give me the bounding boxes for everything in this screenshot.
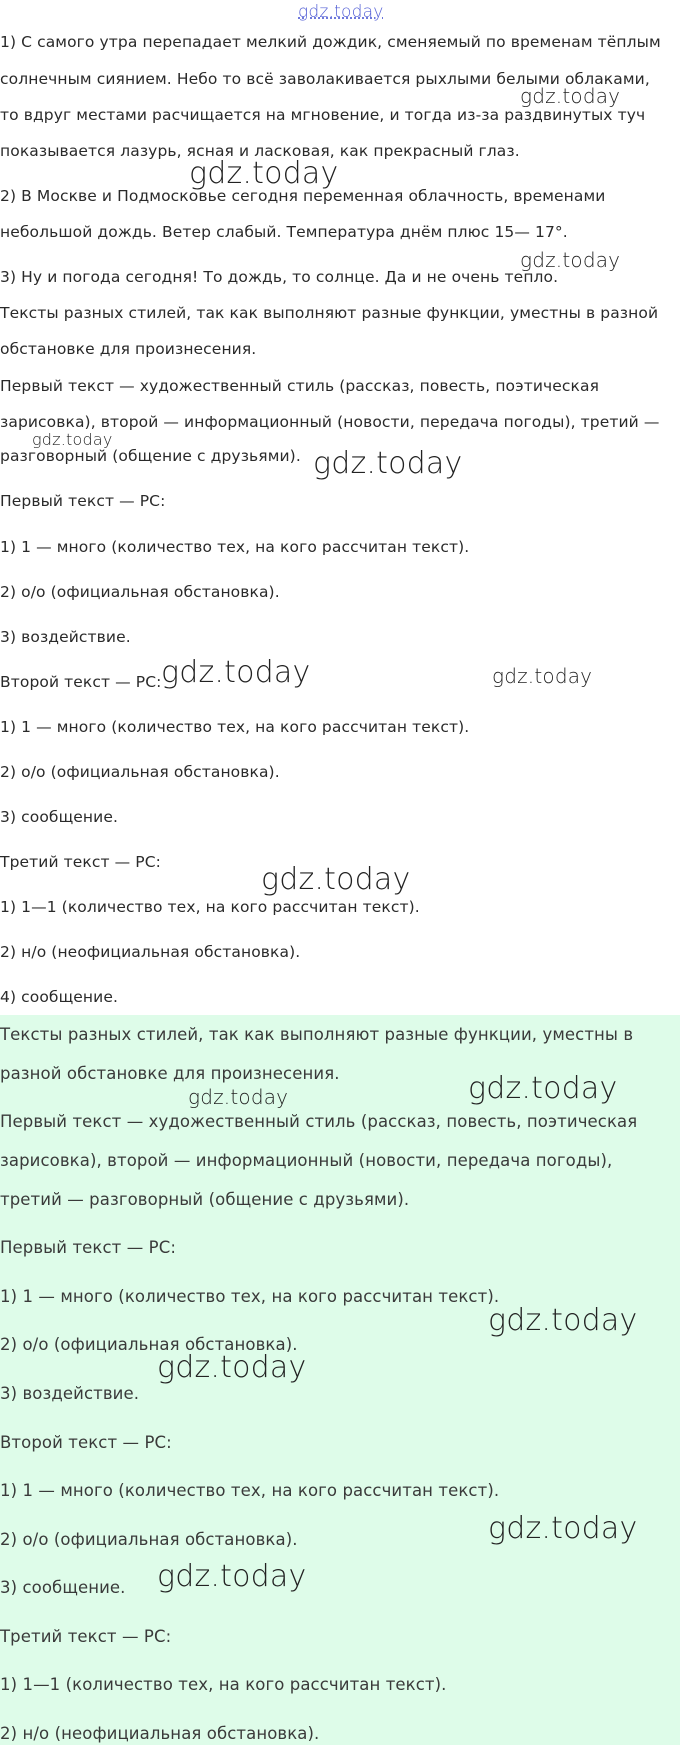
- text-line: 2) о/о (официальная обстановка).: [0, 583, 280, 601]
- watermark-text: gdz.today: [520, 248, 621, 272]
- text-line: третий — разговорный (общение с друзьями).: [0, 1190, 410, 1209]
- text-line: 4) сообщение.: [0, 988, 118, 1006]
- text-line: Первый текст — РС:: [0, 1238, 176, 1257]
- text-line: небольшой дождь. Ветер слабый. Температура днём плюс 15— 17°.: [0, 223, 568, 241]
- text-line: Второй текст — РС:: [0, 673, 162, 691]
- watermark-text: gdz.today: [488, 1303, 638, 1338]
- watermark-text: gdz.today: [468, 1071, 618, 1106]
- text-line: Второй текст — РС:: [0, 1433, 172, 1452]
- text-line: солнечным сиянием. Небо то всё заволакивается рыхлыми белыми облаками,: [0, 70, 650, 88]
- text-line: 1) 1 — много (количество тех, на кого рассчитан текст).: [0, 1287, 500, 1306]
- text-line: Тексты разных стилей, так как выполняют разные функции, уместны в: [0, 1025, 634, 1044]
- watermark-text: gdz.today: [488, 1511, 638, 1546]
- watermark-text: gdz.today: [161, 655, 311, 690]
- text-line: 2) о/о (официальная обстановка).: [0, 1335, 298, 1354]
- text-line: 1) 1 — много (количество тех, на кого рассчитан текст).: [0, 1481, 500, 1500]
- highlighted-answer-section: [0, 1015, 680, 1745]
- watermark-text: gdz.today: [188, 1085, 289, 1109]
- text-line: 3) Ну и погода сегодня! То дождь, то солнце. Да и не очень тепло.: [0, 268, 559, 286]
- text-line: Первый текст — РС:: [0, 492, 166, 510]
- watermark-text: gdz.today: [157, 1350, 307, 1385]
- text-line: 1) С самого утра перепадает мелкий дождик, сменяемый по временам тёплым: [0, 33, 661, 51]
- site-header-link[interactable]: gdz.today: [298, 2, 384, 22]
- text-line: 2) о/о (официальная обстановка).: [0, 763, 280, 781]
- text-line: обстановке для произнесения.: [0, 340, 257, 358]
- text-line: Первый текст — художественный стиль (рассказ, повесть, поэтическая: [0, 377, 600, 395]
- text-line: зарисовка), второй — информационный (новости, передача погоды), третий —: [0, 413, 660, 431]
- text-line: разной обстановке для произнесения.: [0, 1064, 340, 1083]
- text-line: 3) воздействие.: [0, 1384, 140, 1403]
- text-line: 3) сообщение.: [0, 1578, 126, 1597]
- watermark-text: gdz.today: [261, 862, 411, 897]
- watermark-text: gdz.today: [157, 1559, 307, 1594]
- text-line: 1) 1 — много (количество тех, на кого рассчитан текст).: [0, 538, 470, 556]
- watermark-text: gdz.today: [313, 446, 463, 481]
- text-line: Тексты разных стилей, так как выполняют разные функции, уместны в разной: [0, 304, 659, 322]
- text-line: 2) н/о (неофициальная обстановка).: [0, 1724, 320, 1743]
- text-line: 2) В Москве и Подмосковье сегодня переменная облачность, временами: [0, 187, 606, 205]
- text-line: зарисовка), второй — информационный (новости, передача погоды),: [0, 1151, 613, 1170]
- text-line: разговорный (общение с друзьями).: [0, 447, 301, 465]
- text-line: 3) воздействие.: [0, 628, 131, 646]
- text-line: то вдруг местами расчищается на мгновение, и тогда из-за раздвинутых туч: [0, 106, 646, 124]
- text-line: показывается лазурь, ясная и ласковая, как прекрасный глаз.: [0, 142, 520, 160]
- text-line: 1) 1—1 (количество тех, на кого рассчитан текст).: [0, 1675, 447, 1694]
- text-line: Первый текст — художественный стиль (рассказ, повесть, поэтическая: [0, 1112, 638, 1131]
- text-line: 3) сообщение.: [0, 808, 118, 826]
- watermark-text: gdz.today: [520, 84, 621, 108]
- watermark-text: gdz.today: [189, 156, 339, 191]
- text-line: Третий текст — РС:: [0, 853, 161, 871]
- text-line: 2) н/о (неофициальная обстановка).: [0, 943, 301, 961]
- text-line: Третий текст — РС:: [0, 1627, 172, 1646]
- watermark-text: gdz.today: [32, 430, 113, 449]
- text-line: 2) о/о (официальная обстановка).: [0, 1530, 298, 1549]
- text-line: 1) 1 — много (количество тех, на кого рассчитан текст).: [0, 718, 470, 736]
- text-line: 1) 1—1 (количество тех, на кого рассчитан текст).: [0, 898, 420, 916]
- watermark-text: gdz.today: [492, 664, 593, 688]
